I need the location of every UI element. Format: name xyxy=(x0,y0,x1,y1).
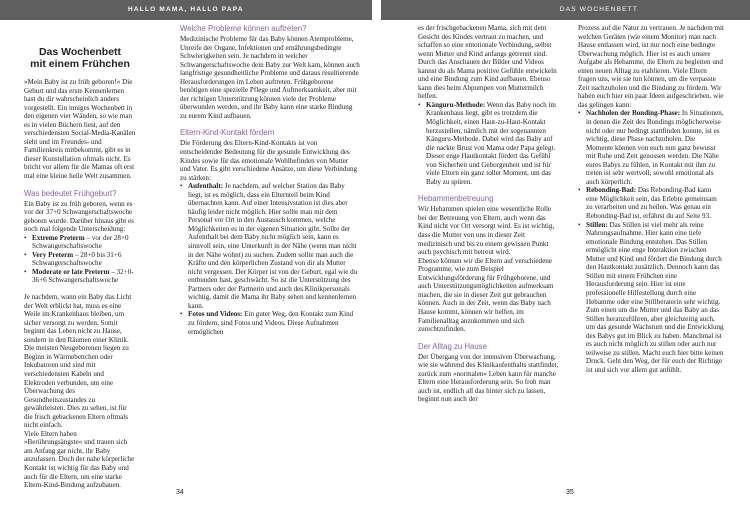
list-item xyxy=(24,234,136,251)
list-text: Ein guter Weg, den Kontakt zum Kind zu fördern, sind Fotos und Videos. Diese Aufnahmen ermöglichen xyxy=(188,310,354,336)
list-item xyxy=(578,186,724,220)
list-item xyxy=(578,221,724,375)
clinic-paragraph: Je nachdem, wann ein Baby das Licht der Welt erblickt hat, muss es eine Weile im Krankenhaus bleiben, um sicher versorgt zu werden. Somit beginnt das Leben nicht zu Hause, sondern in den Räumen einer Klinik. Die meisten Neugeborenen liegen zu Beginn in Wärmebettchen oder Inkubatoren und sind mit verschiedensten Kabeln und Elektroden verbunden, um eine Überwachung des Gesundheitszustandes zu gewährleisten. Dies zu sehen, ist für die frisch gebackenen Eltern oftmals nicht einfach. xyxy=(24,293,132,430)
list-text: – 28+0 bis 31+6 Schwangerschaftswoche xyxy=(32,250,122,268)
contact-paragraph: Viele Eltern haben »Berührungsängste« und trauen sich am Anfang gar nicht, ihr Baby anzufassen. Doch der nahe körperliche Kontakt ist wichtig für das Baby und auch für die Eltern, um eine starke Eltern-Kind-Bindung aufzubauen. xyxy=(24,429,135,490)
list-text: Wenn das Baby noch im Krankenhaus liegt, gibt es trotzdem die Möglichkeit, einen Haut-zu-Haut-Kontakt herzustellen, nämlich mit der sogenannten Känguru-Methode. Dabei wird das Baby auf die nackte Brust von Mama oder Papa gelegt. Dieser enge Hautkontakt fördert das Gefühl von Sicherheit und Geborgenheit und ist für viele Eltern ein ganz toller Moment, um das Baby zu spüren. xyxy=(426,100,556,186)
list-term: Stillen: xyxy=(586,220,608,229)
list-term: Extreme Preterm xyxy=(32,233,85,242)
list-item xyxy=(24,268,136,285)
column-1 xyxy=(24,24,136,502)
contact-intro-paragraph: Die Förderung des Eltern-Kind-Kontakts ist von entscheidender Bedeutung für die gesunde Entwicklung des Kindes sowie für das emotionale Wohlbefinden von Mutter und Vater. Es gibt verschiedene Ansätze, um diese Verbindung zu stärken: xyxy=(180,139,358,182)
column-2 xyxy=(180,24,360,502)
list-term: Moderate or late Preterm xyxy=(32,267,110,276)
list-term: Aufenthalt: xyxy=(188,182,224,191)
continuation-paragraph: es der frischgebackenen Mama, sich mit dem Gesicht des Kindes vertraut zu machen, und schaffen so eine emotionale Verbindung, selbst wenn Mutter und Kind anfangs getrennt sind. Durch das Anschauen der Bilder und Videos kannst du als Mama positive Gefühle entwickeln und eine Bindung zum Kind aufbauen. Ebenso kann dies beim Abpumpen von Muttermilch helfen. xyxy=(418,24,557,101)
contact-list xyxy=(180,182,360,336)
preterm-list xyxy=(24,234,136,285)
midwife-paragraph-2: Ebenso können wir die Eltern auf verschiedene Programme, wie zum Beispiel Entwicklungsförderung für Frühgeborene, und auch Unterstützungsmöglichkeiten aufmerksam machen, die sie in dieser Zeit gut gebrauchen können. Auch in der Zeit, wenn das Baby nach Hause kommt, können wir helfen, im Familienalltag anzukommen und sich zurechtzufinden. xyxy=(418,256,554,334)
column-4 xyxy=(578,24,724,502)
list-item xyxy=(180,182,360,310)
list-item xyxy=(578,109,724,186)
list-text: – 32+0-36+6 Schwangerschaftswoche xyxy=(32,267,134,285)
chapter-title-line-1: Das Wochenbett xyxy=(38,46,122,58)
list-text: Das Rebonding-Bad kann eine Möglichkeit sein, das Erlebte gemeinsam zu verarbeiten und zu heilen. Was genau ein Rebonding-Bad ist, erfährst du auf Seite 93. xyxy=(586,186,717,221)
bonding-ideas-list xyxy=(578,109,724,374)
running-header-right xyxy=(381,0,750,20)
chapter-title xyxy=(24,46,136,70)
problems-paragraph: Medizinische Probleme für das Baby können Atemprobleme, Unreife der Organe, Infektionen und ernährungsbedingte Schwierigkeiten sein. Je nachdem in welcher Schwangerschaftswoche dein Baby zur Welt kam, können auch langfristige gesundheitliche Probleme und daraus resultierende Herausforderungen im Leben auftreten. Frühgeborene benötigen eine spezielle Pflege und Aufmerksamkeit, aber mit der richtigen Unterstützung können viele der Probleme überwunden werden, und ihr Baby kann eine starke Bindung zu eurem Kind aufbauen. xyxy=(180,35,360,120)
section-heading-probleme: Welche Probleme können auftreten? xyxy=(180,24,307,33)
list-item xyxy=(418,101,560,186)
list-text: – vor der 28+0 Schwangerschaftswoche xyxy=(32,233,129,251)
kangaroo-list xyxy=(418,101,560,186)
list-text: Das Stillen ist viel mehr als reine Nahrungsaufnahme. Hier kann eine tiefe emotionale Bindung entstehen. Das Stillen ermöglicht eine enge Interaktion zwischen Mutter und Kind und fördert die Bindung durch den Hautkontakt zusätzlich. Dennoch kann das Stillen mit einem Frühchen eine Herausforderung sein. Hier ist eine professionelle Hilfestellung durch eine Hebamme oder eine Stillberaterin sehr wichtig. Zum einen um die Mutter und das Baby an das Stillen heranzuführen, aber gleichzeitig auch, um das gesunde Wachstum und die Entwicklung des Babys gut im Blick zu haben. Manchmal ist es auch nicht möglich zu stillen oder auch nur teilweise zu stillen. Macht euch hier bitte keinen Druck. Geht den Weg, der für euch der Richtige ist und sich vor allem gut anfühlt. xyxy=(586,220,724,374)
list-item xyxy=(180,310,360,336)
everyday-paragraph: Der Übergang von der intensiven Überwachung, wie sie während des Klinikaufenthalts stattfindet, zurück zum »normalen« Leben kann für manche Eltern eine Herausforderung sein. So froh man auch ist, endlich all das hinter sich zu lassen, beginnt nun auch der xyxy=(418,352,559,404)
column-3 xyxy=(418,24,560,502)
list-term: Nachholen der Bonding-Phase: xyxy=(586,109,681,118)
list-term: Very Preterm xyxy=(32,250,74,259)
page-number-left: 34 xyxy=(176,489,184,496)
section-heading-kontakt: Eltern-Kind-Kontakt fördern xyxy=(180,128,275,138)
page-number-right: 35 xyxy=(566,489,574,496)
running-header-left xyxy=(0,0,372,20)
running-header-right-text: DAS WOCHENBETT xyxy=(559,6,638,13)
process-paragraph: Prozess auf die Natur zu vertrauen. Je nachdem mit welchen Geräten (wie einem Monitor) man nach Hause entlassen wird, ist nur noch eine bedingte Überwachung möglich. Hier ist es auch unsere Aufgabe als Hebamme, die Eltern zu begleiten und einen neuen Alltag zu etablieren. Viele Eltern fragen uns, wie sie tun können, um die verpasste Zeit nachzuholen und die Bindung zu fördern. Wir haben euch hier ein paar Ideen aufgeschrieben, wie das gelingen kann: xyxy=(578,24,724,109)
list-text: Je nachdem, auf welcher Station das Baby liegt, ist es möglich, dass ein Elternteil beim Kind übernachten kann. Auf einer Intensivstation ist dies aber häufig leider nicht möglich. Hier sollte man mit dem Personal vor Ort in den Austausch kommen, welche Möglichkeiten es in der eigenen Situation gibt. Sollte der Aufenthalt bei dem Baby nicht möglich sein, kann es sinnvoll sein, eine Unterkunft in der Nähe (wenn man nicht in der Nähe wohnt) zu suchen. Zudem sollte man auch die Kräfte und den körperlichen Zustand von dir als Mutter nicht vergessen. Der Körper ist von der Geburt, egal wie du entbunden hast, geschwächt. So ist die Unterstützung des Partners oder der Partnerin und auch des Klinikpersonals wichtig, damit die Mama ihr Baby sehen und kennenlernen kann. xyxy=(188,182,358,310)
definition-paragraph: Ein Baby ist zu früh geboren, wenn es vor der 37+0 Schwangerschaftswoche geboren wurde. Darüber hinaus gibt es noch mal folgende Unterscheidung: xyxy=(24,199,134,234)
list-item xyxy=(24,251,136,268)
section-heading-fruehgeburt: Was bedeutet Frühgeburt? xyxy=(24,188,117,198)
section-heading-alltag: Der Alltag zu Hause xyxy=(418,341,487,351)
page-gutter xyxy=(372,0,381,518)
list-term: Fotos und Videos: xyxy=(188,310,243,319)
running-header-left-text: HALLO MAMA, HALLO PAPA xyxy=(128,6,244,13)
list-term: Rebonding-Bad: xyxy=(586,186,637,195)
list-text: In Situationen, in denen die Zeit des Bondings möglicherweise nicht oder nur bedingt stattfinden konnte, ist es wichtig, diese Phase nachzuholen. Die Momente können von euch nun ganz bewusst mit Ruhe und Zeit genossen werden. Die Nähe eures Babys zu fühlen, in Kontakt mit ihm zu treten ist sehr wertvoll, sowohl emotional als auch körperlich. xyxy=(586,109,724,186)
midwife-paragraph-1: Wir Hebammen spielen eine wesentliche Rolle bei der Betreuung von Eltern, auch wenn das Kind nicht vor Ort versorgt wird. Es ist wichtig, dass die Mutter von uns in dieser Zeit medizinisch und bis zu einem gewissen Punkt auch psychisch mit betreut wird. xyxy=(418,205,555,257)
section-heading-hebamme: Hebammenbetreuung xyxy=(418,194,494,204)
chapter-title-line-2: mit einem Frühchen xyxy=(30,58,130,70)
intro-paragraph: »Mein Baby ist zu früh geboren!« Die Geburt und das erste Kennenlernen hast du dir wahrscheinlich anders vorgestellt. Ein inniges Wochenbett in den eigenen vier Wänden, so wie man es in vielen Büchern liest, auf den verschiedensten Social-Media-Kanälen sieht und im Freundes- und Familienkreis mitbekommt, gibt es in dieser Konstellation oftmals nicht. Es bricht vor allem für die Mamas oft erst mal eine kleine heile Welt zusammen. xyxy=(24,78,136,181)
list-term: Känguru-Methode: xyxy=(426,100,486,109)
